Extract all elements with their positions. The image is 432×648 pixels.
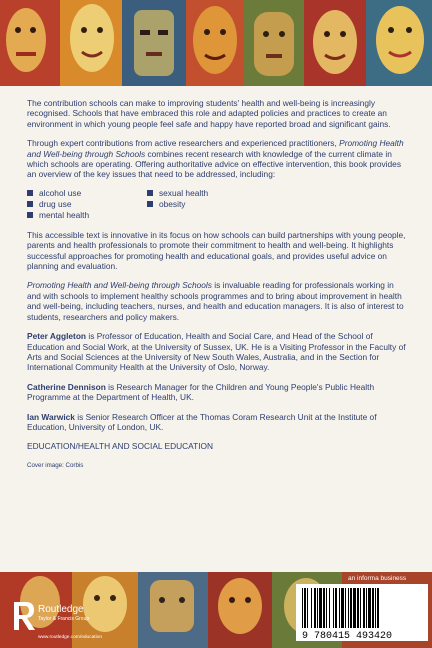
barcode-bar (360, 588, 361, 628)
list-item-label: obesity (159, 199, 186, 210)
barcode-bar (329, 588, 330, 628)
barcode-bar (357, 588, 359, 628)
readership-paragraph (27, 280, 409, 322)
list-item-label: mental health (39, 210, 90, 221)
author-bio-text: is Professor of Education, Health and Social Care, and Head of the School of Education and Social Work, at the University of Sussex, UK. He is a Visiting Professor in the Faculty of Arts and Social Sciences at the University of New South Wales, Australia, and in the Section for International Community Health at the University of Oslo, Norway. (27, 331, 406, 373)
list-item (27, 188, 147, 199)
list-item-label: alcohol use (39, 188, 82, 199)
barcode-bar (363, 588, 365, 628)
list-item-label: sexual health (159, 188, 209, 199)
isbn-digits: 9 780415 493420 (302, 631, 393, 641)
key-issues-list (27, 188, 409, 221)
isbn-barcode (296, 584, 428, 641)
author-name: Peter Aggleton (27, 331, 87, 342)
author-bio (27, 331, 409, 373)
publisher-url: www.routledge.com/education (38, 635, 102, 640)
accessible-paragraph: This accessible text is innovative in its focus on how schools can build partnerships with young people, parents and health professionals to promote their commitment to health and well-being. It highlights successful approaches for promoting health and educational goals, and provides useful advice on planning and evaluation. (27, 229, 406, 272)
author-name: Ian Warwick (27, 411, 75, 422)
barcode-bar (326, 588, 327, 628)
bullet-square-icon (27, 212, 33, 218)
book-title-italic: Promoting Health and Well-being through Schools (27, 280, 212, 291)
barcode-bar (345, 588, 346, 628)
subject-category: EDUCATION/HEALTH AND SOCIAL EDUCATION (27, 441, 214, 452)
bullet-square-icon (147, 190, 153, 196)
intro-paragraph: The contribution schools can make to improving students' health and well-being is increasingly recognised. Schools that have embraced this role and adapted policies and practices to create an environment in which young people feel safe and happy have reported broad and significant gains. (27, 98, 391, 129)
cover-credit: Cover image: Corbis (27, 461, 84, 469)
expert-text-a: Through expert contributions from active researchers and experienced practitioners, (27, 138, 340, 149)
barcode-bar (375, 588, 376, 628)
author-bio (27, 412, 409, 433)
barcode-bar (317, 588, 318, 628)
barcode-bar (304, 588, 306, 628)
informa-tagline: an informa business (348, 575, 407, 582)
barcode-bar (302, 588, 303, 628)
issues-column-1 (27, 188, 147, 221)
barcode-bar (377, 588, 379, 628)
barcode-bar (350, 588, 352, 628)
barcode-bar (368, 588, 371, 628)
barcode-bar (311, 588, 312, 628)
back-cover-text (27, 98, 409, 480)
barcode-bar (341, 588, 344, 628)
author-bio-text: is Senior Research Officer at the Thomas Coram Research Unit at the Institute of Education, University of London, UK. (27, 411, 377, 432)
author-name: Catherine Dennison (27, 381, 106, 392)
barcode-bar (333, 588, 334, 628)
barcode-bar (307, 588, 308, 628)
bullet-square-icon (147, 201, 153, 207)
bullet-square-icon (27, 190, 33, 196)
author-bio (27, 382, 409, 403)
barcode-bar (323, 588, 325, 628)
routledge-logo (8, 596, 138, 644)
list-item-label: drug use (39, 199, 72, 210)
cover-artwork-top (0, 0, 432, 86)
barcode-bar (366, 588, 367, 628)
list-item (147, 199, 267, 210)
barcode-bar (314, 588, 316, 628)
publisher-name: Routledge (38, 604, 84, 615)
list-item (27, 199, 147, 210)
issues-column-2 (147, 188, 267, 221)
barcode-bar (353, 588, 356, 628)
bullet-square-icon (27, 201, 33, 207)
barcode-bar (348, 588, 349, 628)
barcode-bar (372, 588, 374, 628)
expert-paragraph (27, 138, 409, 180)
publisher-group: Taylor & Francis Group (38, 616, 90, 622)
barcode-graphic (296, 584, 428, 641)
expert-text-b: combines recent research with knowledge of the current climate in which schools are operating. Offering authoritative advice on effective intervention, this book provides an overview of the key issues that need to be addressed, including: (27, 148, 401, 180)
book-title-italic: Promoting Health and Well-being through Schools (27, 138, 404, 159)
list-item (27, 210, 147, 221)
barcode-bar (335, 588, 337, 628)
readership-text: is invaluable reading for professionals working in and with schools to implement healthy schools programmes and to bring about improvement in health and well-being, including teachers, nurses, and health and education managers. It is also of interest to students, researchers and policy makers. (27, 280, 404, 322)
barcode-bar (339, 588, 340, 628)
author-bio-text: is Research Manager for the Children and Young People's Public Health Programme at the Department of Health, UK. (27, 381, 375, 403)
list-item (147, 188, 267, 199)
barcode-bars (302, 588, 379, 628)
barcode-bar (319, 588, 322, 628)
